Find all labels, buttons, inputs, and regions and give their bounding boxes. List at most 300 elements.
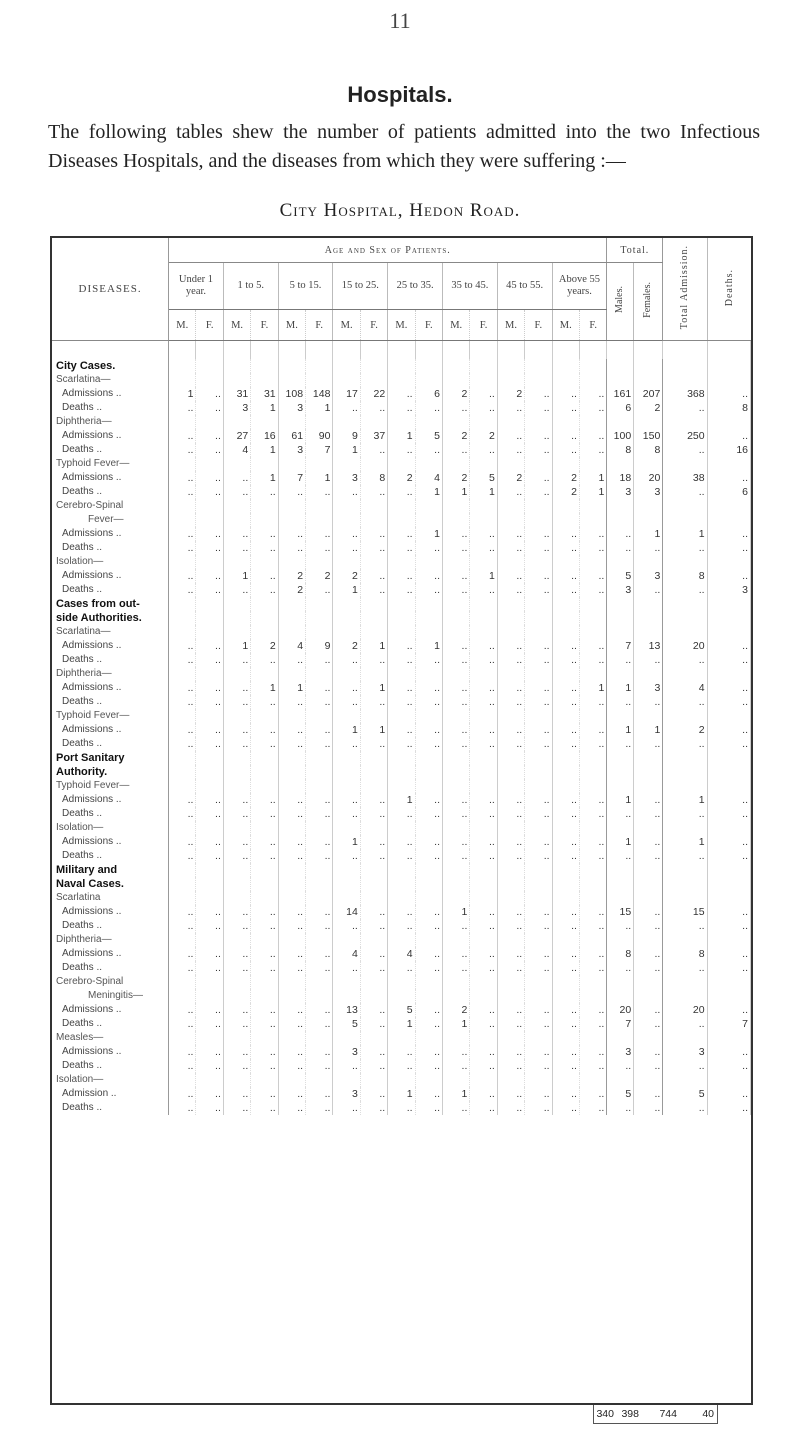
table-cell: ..: [306, 723, 333, 737]
table-cell: [707, 709, 750, 723]
table-cell: ..: [579, 1045, 606, 1059]
table-cell: [169, 667, 196, 681]
table-cell: [552, 863, 579, 877]
row-label: Military and: [52, 863, 169, 877]
table-cell: [415, 821, 442, 835]
table-cell: [707, 499, 750, 513]
table-cell: [607, 989, 634, 1003]
table-cell: ..: [497, 835, 524, 849]
row-label: Admissions ..: [52, 429, 169, 443]
table-cell: [169, 891, 196, 905]
table-cell: [607, 359, 634, 373]
table-cell: [333, 597, 360, 611]
table-cell: ..: [443, 1045, 470, 1059]
table-cell: ..: [278, 849, 305, 863]
table-cell: [470, 499, 497, 513]
table-cell: [251, 1031, 278, 1045]
table-cell: ..: [579, 1059, 606, 1073]
table-cell: ..: [663, 401, 707, 415]
table-cell: ..: [415, 1059, 442, 1073]
table-cell: ..: [306, 835, 333, 849]
table-cell: ..: [552, 695, 579, 709]
table-cell: 2: [497, 387, 524, 401]
table-cell: ..: [552, 681, 579, 695]
table-cell: [169, 359, 196, 373]
table-cell: [169, 625, 196, 639]
table-cell: [169, 457, 196, 471]
table-cell: [634, 597, 663, 611]
table-cell: ..: [470, 1059, 497, 1073]
row-label: Admissions ..: [52, 387, 169, 401]
table-cell: [333, 667, 360, 681]
table-cell: ..: [552, 401, 579, 415]
table-cell: ..: [525, 961, 552, 975]
female-col-header: F.: [360, 310, 387, 341]
table-cell: [525, 1073, 552, 1087]
table-cell: ..: [388, 583, 415, 597]
table-cell: 2: [443, 429, 470, 443]
table-cell: [223, 877, 250, 891]
table-cell: [552, 779, 579, 793]
table-cell: ..: [223, 541, 250, 555]
table-cell: 1: [607, 793, 634, 807]
table-cell: [497, 359, 524, 373]
spacer-row: [52, 341, 751, 360]
table-cell: [251, 597, 278, 611]
table-cell: [634, 765, 663, 779]
table-cell: [470, 513, 497, 527]
table-cell: [579, 1031, 606, 1045]
table-cell: 2: [552, 485, 579, 499]
table-cell: 2: [251, 639, 278, 653]
table-cell: ..: [306, 1017, 333, 1031]
row-label: Isolation—: [52, 821, 169, 835]
table-cell: ..: [333, 653, 360, 667]
table-cell: ..: [278, 919, 305, 933]
table-cell: [169, 877, 196, 891]
table-cell: [497, 877, 524, 891]
table-cell: 5: [415, 429, 442, 443]
table-cell: ..: [607, 541, 634, 555]
disease-heading-row: [52, 373, 751, 387]
table-cell: [470, 1031, 497, 1045]
table-cell: 8: [360, 471, 387, 485]
age-group-header: 5 to 15.: [278, 263, 333, 310]
table-cell: [707, 1031, 750, 1045]
table-cell: [415, 513, 442, 527]
table-cell: 108: [278, 387, 305, 401]
table-cell: 1: [360, 681, 387, 695]
table-row: [52, 919, 751, 933]
table-cell: ..: [497, 905, 524, 919]
table-cell: [579, 877, 606, 891]
table-cell: ..: [663, 695, 707, 709]
table-cell: [388, 373, 415, 387]
table-cell: ..: [579, 835, 606, 849]
table-cell: [707, 779, 750, 793]
table-cell: ..: [415, 1087, 442, 1101]
table-cell: ..: [306, 849, 333, 863]
table-cell: 148: [306, 387, 333, 401]
table-cell: ..: [415, 583, 442, 597]
table-cell: ..: [306, 793, 333, 807]
table-cell: ..: [443, 583, 470, 597]
table-cell: ..: [196, 1101, 223, 1115]
table-cell: [497, 709, 524, 723]
table-cell: ..: [251, 653, 278, 667]
table-cell: ..: [360, 1017, 387, 1031]
table-cell: [223, 821, 250, 835]
table-cell: 20: [607, 1003, 634, 1017]
table-cell: [251, 667, 278, 681]
table-cell: ..: [663, 849, 707, 863]
table-cell: ..: [169, 737, 196, 751]
table-cell: [306, 597, 333, 611]
table-cell: ..: [169, 793, 196, 807]
row-label: City Cases.: [52, 359, 169, 373]
table-cell: [196, 625, 223, 639]
table-cell: ..: [169, 401, 196, 415]
table-cell: ..: [388, 919, 415, 933]
table-cell: ..: [443, 849, 470, 863]
table-cell: ..: [525, 1017, 552, 1031]
table-cell: [707, 359, 750, 373]
age-group-header: 35 to 45.: [443, 263, 498, 310]
table-cell: ..: [470, 1101, 497, 1115]
row-label: Admissions ..: [52, 793, 169, 807]
table-cell: [707, 975, 750, 989]
table-cell: [707, 821, 750, 835]
table-cell: 1: [470, 485, 497, 499]
table-row: [52, 1059, 751, 1073]
table-cell: ..: [707, 653, 750, 667]
disease-heading-row: [52, 415, 751, 429]
table-cell: [634, 933, 663, 947]
table-cell: [663, 709, 707, 723]
table-cell: ..: [579, 695, 606, 709]
table-cell: [607, 555, 634, 569]
table-cell: [415, 1073, 442, 1087]
table-cell: 1: [415, 527, 442, 541]
table-cell: ..: [663, 541, 707, 555]
table-cell: ..: [579, 401, 606, 415]
table-cell: ..: [707, 527, 750, 541]
table-cell: [470, 891, 497, 905]
table-cell: [388, 499, 415, 513]
table-cell: [306, 625, 333, 639]
table-cell: ..: [634, 1101, 663, 1115]
table-cell: [634, 779, 663, 793]
table-cell: [552, 877, 579, 891]
table-cell: [525, 1031, 552, 1045]
table-cell: [607, 513, 634, 527]
table-cell: [607, 625, 634, 639]
table-cell: [388, 457, 415, 471]
table-cell: ..: [443, 723, 470, 737]
table-cell: ..: [169, 485, 196, 499]
table-cell: ..: [388, 569, 415, 583]
table-cell: 3: [278, 401, 305, 415]
table-cell: ..: [333, 695, 360, 709]
table-cell: ..: [525, 401, 552, 415]
table-cell: ..: [360, 583, 387, 597]
male-col-header: M.: [223, 310, 250, 341]
table-cell: ..: [525, 1101, 552, 1115]
table-cell: ..: [552, 1101, 579, 1115]
table-cell: ..: [525, 569, 552, 583]
table-cell: [415, 765, 442, 779]
table-cell: 1: [251, 401, 278, 415]
table-cell: [497, 667, 524, 681]
table-cell: [333, 513, 360, 527]
table-cell: ..: [306, 695, 333, 709]
table-cell: [470, 415, 497, 429]
table-cell: 20: [663, 639, 707, 653]
table-cell: [278, 765, 305, 779]
table-cell: [223, 415, 250, 429]
table-cell: ..: [278, 793, 305, 807]
table-cell: ..: [552, 443, 579, 457]
table-cell: 2: [278, 583, 305, 597]
table-cell: ..: [443, 961, 470, 975]
row-label: Deaths ..: [52, 401, 169, 415]
table-cell: [306, 891, 333, 905]
table-cell: [579, 373, 606, 387]
table-cell: [278, 1031, 305, 1045]
table-cell: [443, 765, 470, 779]
table-cell: [707, 611, 750, 625]
table-cell: 1: [415, 485, 442, 499]
table-cell: 17: [333, 387, 360, 401]
table-cell: [607, 877, 634, 891]
table-cell: [333, 891, 360, 905]
table-row: [52, 1045, 751, 1059]
table-cell: ..: [707, 569, 750, 583]
table-cell: [415, 667, 442, 681]
table-cell: 3: [634, 485, 663, 499]
table-cell: [579, 779, 606, 793]
table-cell: [497, 513, 524, 527]
table-cell: ..: [634, 947, 663, 961]
table-cell: ..: [525, 527, 552, 541]
table-cell: 1: [360, 639, 387, 653]
table-cell: ..: [388, 653, 415, 667]
table-cell: [443, 877, 470, 891]
table-cell: [470, 877, 497, 891]
table-cell: ..: [525, 723, 552, 737]
table-cell: [707, 765, 750, 779]
table-cell: ..: [470, 961, 497, 975]
table-cell: ..: [196, 849, 223, 863]
table-cell: ..: [525, 429, 552, 443]
table-cell: [443, 933, 470, 947]
table-cell: [360, 975, 387, 989]
table-cell: [278, 779, 305, 793]
table-cell: ..: [579, 807, 606, 821]
table-cell: ..: [634, 793, 663, 807]
table-cell: ..: [388, 681, 415, 695]
table-cell: ..: [278, 1003, 305, 1017]
table-row: [52, 807, 751, 821]
table-cell: 8: [634, 443, 663, 457]
table-cell: [251, 989, 278, 1003]
table-cell: ..: [360, 919, 387, 933]
table-cell: ..: [196, 681, 223, 695]
table-cell: [196, 751, 223, 765]
table-cell: [278, 933, 305, 947]
table-cell: 8: [607, 443, 634, 457]
table-cell: ..: [707, 471, 750, 485]
table-cell: [634, 415, 663, 429]
table-cell: ..: [169, 541, 196, 555]
table-cell: ..: [415, 541, 442, 555]
table-cell: [579, 863, 606, 877]
table-cell: ..: [169, 849, 196, 863]
table-cell: ..: [333, 485, 360, 499]
table-cell: ..: [223, 1017, 250, 1031]
row-label: Deaths ..: [52, 961, 169, 975]
table-cell: ..: [415, 653, 442, 667]
table-cell: [525, 877, 552, 891]
table-cell: 1: [607, 723, 634, 737]
table-cell: 3: [707, 583, 750, 597]
table-cell: [169, 709, 196, 723]
table-cell: [634, 975, 663, 989]
table-cell: ..: [169, 695, 196, 709]
table-cell: [169, 821, 196, 835]
table-cell: [634, 863, 663, 877]
table-cell: ..: [360, 905, 387, 919]
table-cell: ..: [196, 835, 223, 849]
table-cell: [223, 989, 250, 1003]
table-cell: ..: [470, 695, 497, 709]
table-cell: ..: [443, 681, 470, 695]
row-label: Scarlatina: [52, 891, 169, 905]
table-cell: ..: [415, 737, 442, 751]
table-cell: [443, 373, 470, 387]
table-cell: ..: [497, 569, 524, 583]
table-cell: ..: [169, 1045, 196, 1059]
table-row: [52, 443, 751, 457]
table-cell: ..: [443, 835, 470, 849]
table-cell: 4: [388, 947, 415, 961]
table-row: [52, 695, 751, 709]
table-cell: ..: [360, 1087, 387, 1101]
table-cell: [278, 513, 305, 527]
table-row: [52, 639, 751, 653]
table-cell: ..: [169, 723, 196, 737]
table-cell: ..: [415, 849, 442, 863]
table-cell: ..: [707, 1003, 750, 1017]
table-cell: ..: [552, 835, 579, 849]
table-cell: 1: [634, 527, 663, 541]
table-cell: 8: [607, 947, 634, 961]
table-cell: ..: [169, 1087, 196, 1101]
table-cell: [607, 975, 634, 989]
section-heading-row: [52, 359, 751, 373]
table-cell: [579, 611, 606, 625]
table-cell: ..: [196, 737, 223, 751]
table-cell: ..: [169, 653, 196, 667]
table-cell: ..: [333, 401, 360, 415]
table-cell: 3: [223, 401, 250, 415]
table-cell: ..: [497, 485, 524, 499]
table-cell: ..: [552, 653, 579, 667]
table-cell: [707, 667, 750, 681]
table-cell: ..: [278, 653, 305, 667]
table-cell: [196, 709, 223, 723]
table-cell: ..: [552, 961, 579, 975]
table-cell: [415, 751, 442, 765]
table-cell: [306, 779, 333, 793]
table-cell: [634, 709, 663, 723]
table-cell: [251, 499, 278, 513]
table-cell: ..: [525, 471, 552, 485]
table-cell: [607, 891, 634, 905]
table-row: [52, 681, 751, 695]
table-cell: [663, 373, 707, 387]
male-col-header: M.: [278, 310, 305, 341]
table-cell: ..: [306, 1045, 333, 1059]
table-row: [52, 527, 751, 541]
table-cell: ..: [388, 695, 415, 709]
table-cell: 7: [607, 1017, 634, 1031]
table-cell: ..: [251, 695, 278, 709]
table-cell: ..: [707, 429, 750, 443]
row-label: Deaths ..: [52, 653, 169, 667]
table-cell: 38: [663, 471, 707, 485]
row-label: Deaths ..: [52, 541, 169, 555]
table-cell: [306, 709, 333, 723]
female-col-header: F.: [251, 310, 278, 341]
table-cell: 2: [470, 429, 497, 443]
table-cell: ..: [552, 905, 579, 919]
table-cell: 2: [388, 471, 415, 485]
table-cell: ..: [169, 961, 196, 975]
table-cell: 7: [306, 443, 333, 457]
table-cell: ..: [607, 1101, 634, 1115]
table-cell: [634, 555, 663, 569]
table-cell: ..: [443, 1059, 470, 1073]
table-cell: [333, 975, 360, 989]
table-cell: [525, 933, 552, 947]
table-cell: 5: [607, 569, 634, 583]
table-cell: [306, 933, 333, 947]
table-cell: ..: [607, 919, 634, 933]
table-cell: [223, 933, 250, 947]
table-cell: ..: [525, 905, 552, 919]
table-cell: 1: [388, 793, 415, 807]
table-cell: [470, 1073, 497, 1087]
table-cell: [470, 751, 497, 765]
table-cell: ..: [388, 807, 415, 821]
table-cell: ..: [223, 807, 250, 821]
table-cell: [196, 975, 223, 989]
table-cell: [497, 597, 524, 611]
table-cell: ..: [552, 737, 579, 751]
table-row: [52, 583, 751, 597]
table-cell: [497, 611, 524, 625]
table-cell: ..: [443, 527, 470, 541]
table-cell: ..: [251, 569, 278, 583]
table-cell: [663, 513, 707, 527]
table-cell: ..: [443, 443, 470, 457]
table-cell: [306, 975, 333, 989]
table-cell: [388, 933, 415, 947]
table-cell: ..: [525, 583, 552, 597]
row-label: Measles—: [52, 1031, 169, 1045]
table-cell: ..: [415, 835, 442, 849]
